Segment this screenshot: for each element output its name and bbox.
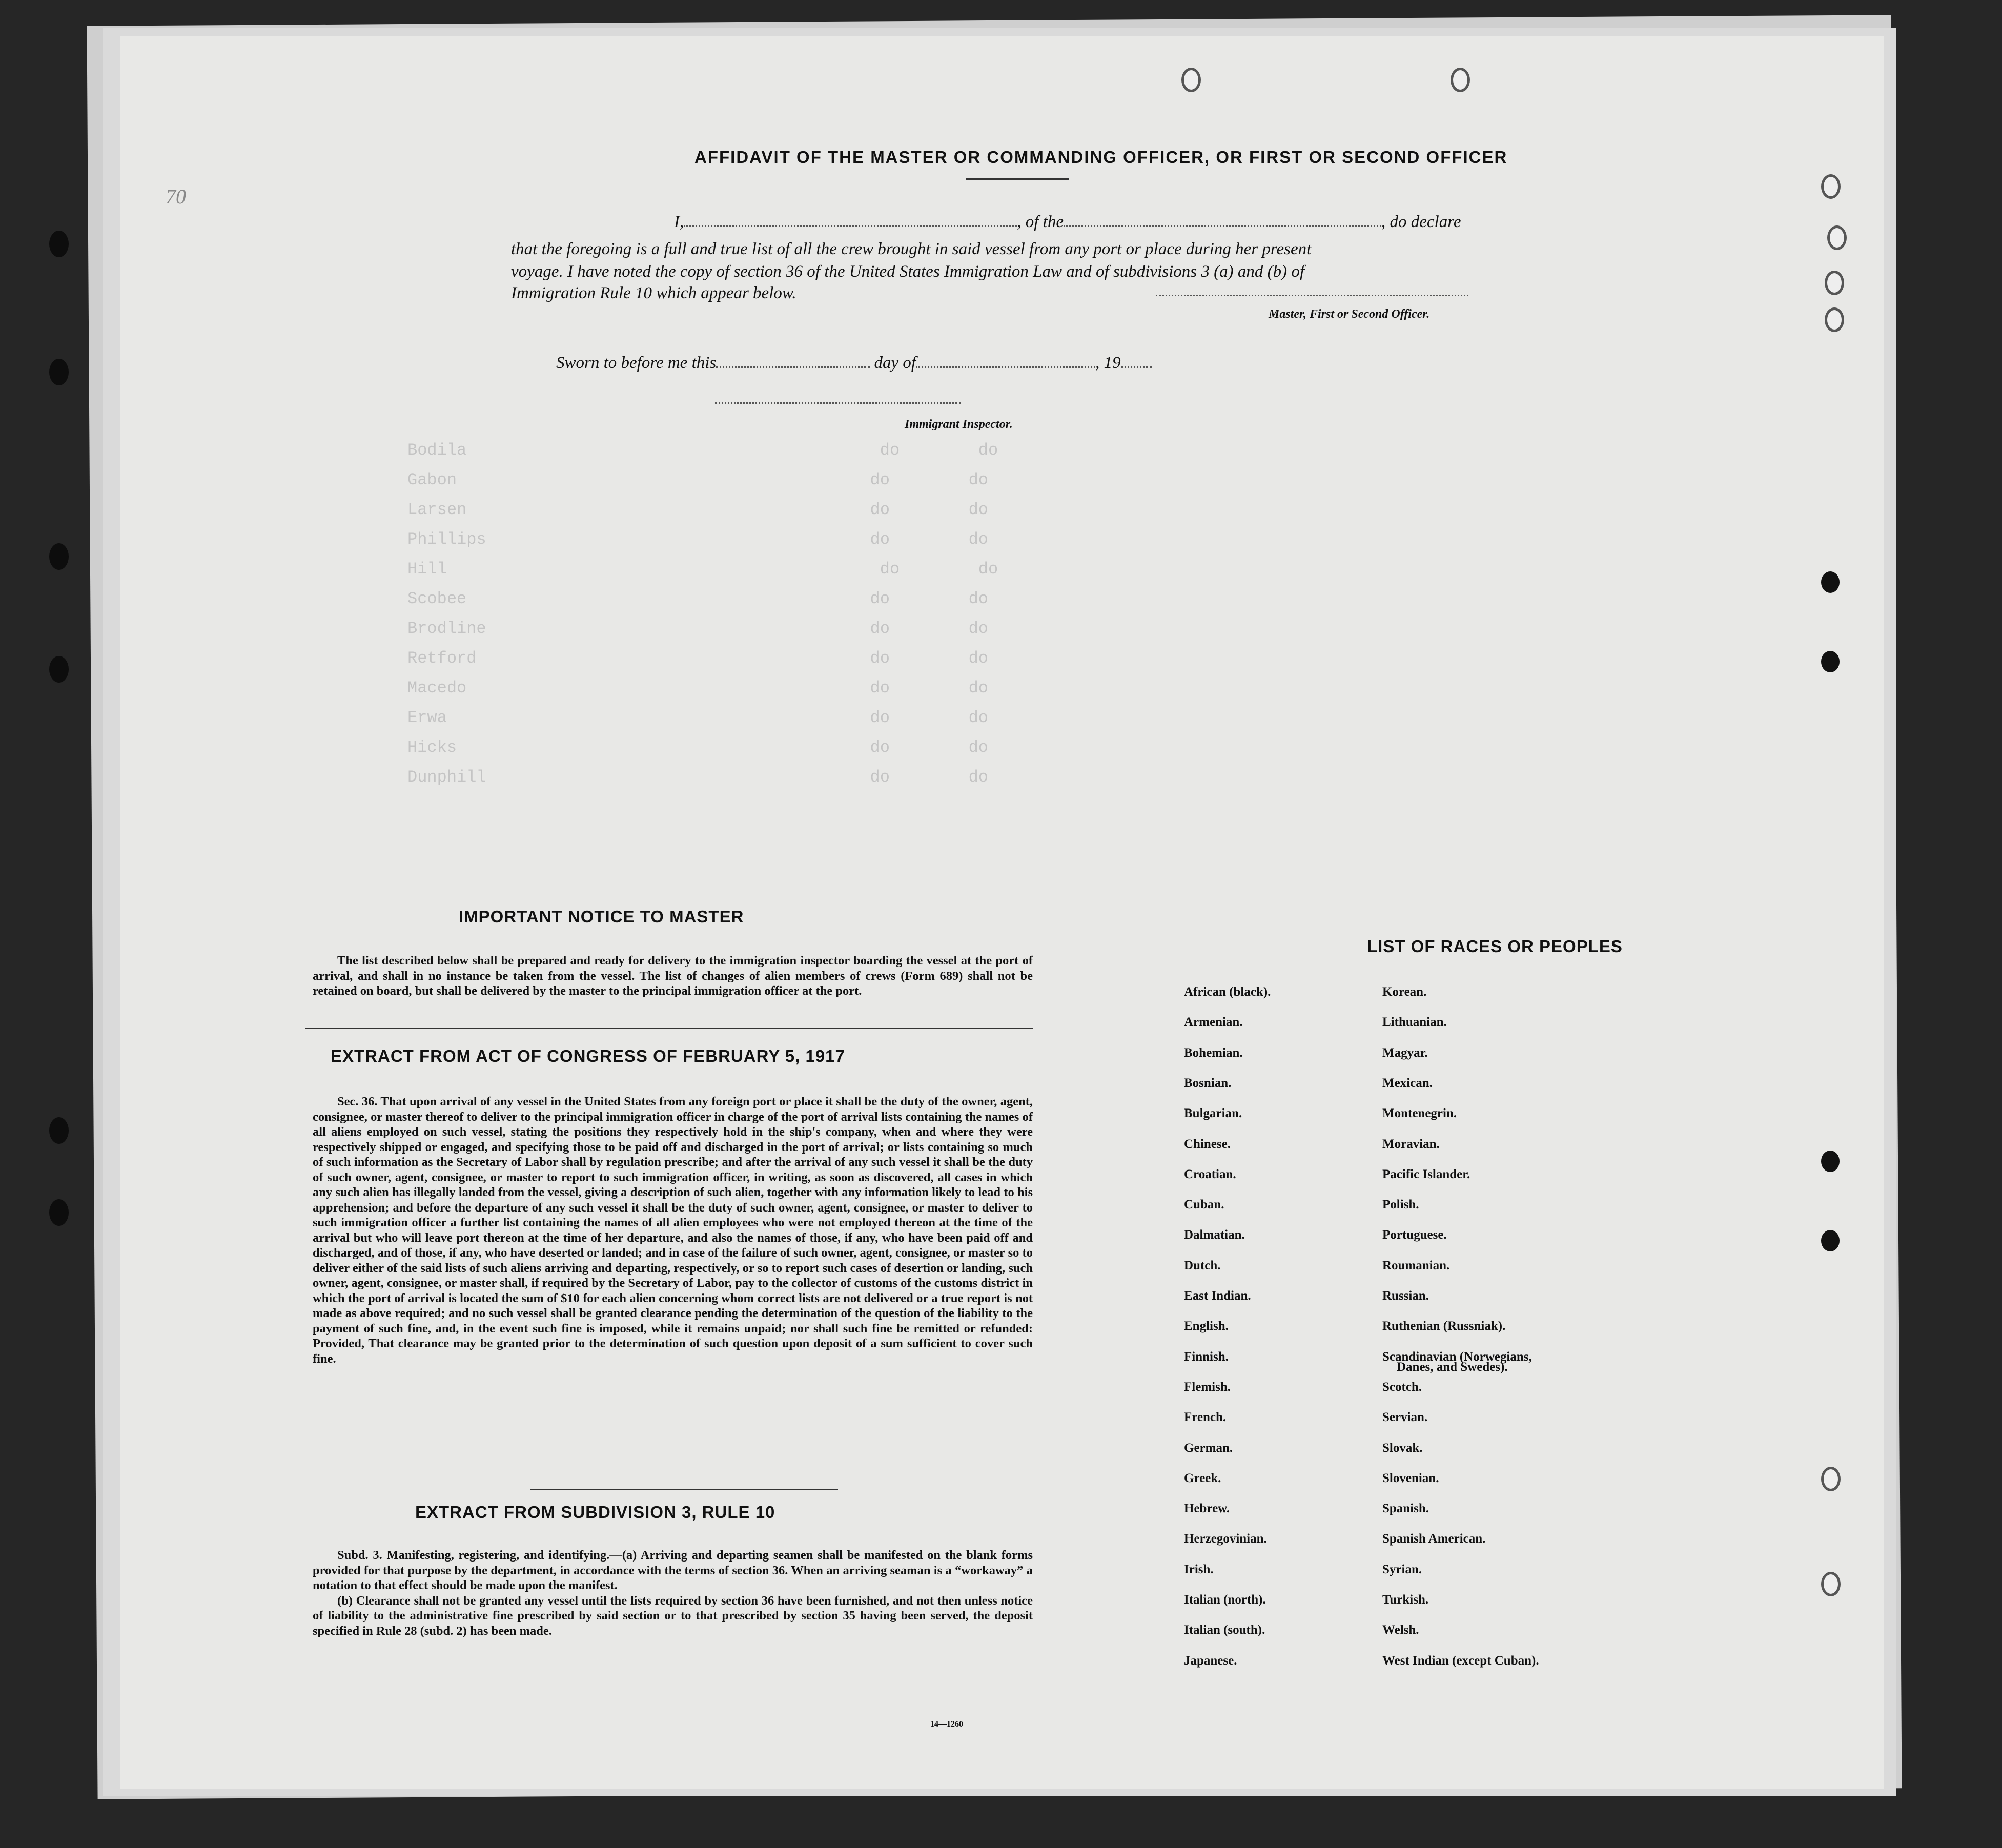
race-item: Welsh. <box>1382 1623 1419 1637</box>
race-item: Russian. <box>1382 1289 1429 1303</box>
race-item: Irish. <box>1184 1562 1214 1576</box>
race-item: Moravian. <box>1382 1137 1440 1151</box>
subdivision-b-paragraph: (b) Clearance shall not be granted any vessel until the lists required by section 36 have been furnished, and not then unless notice of liability to the administrative fine prescribed by said section or to that prescribed by section 35 having been served, the deposit specified in Rule 28 (subd. 2) has been made. <box>313 1593 1033 1638</box>
affidavit-line-3: voyage. I have noted the copy of section 36 of the United States Immigration Law and of subdivisions 3 (a) and (b) of <box>511 262 1305 281</box>
notice-title: IMPORTANT NOTICE TO MASTER <box>459 907 744 926</box>
inspector-signature-line[interactable] <box>715 389 961 408</box>
race-item: Danes, and Swedes). <box>1397 1360 1508 1374</box>
punch-hole-icon <box>1825 271 1844 295</box>
sworn-prefix-label: Sworn to before me this <box>556 354 717 372</box>
punch-hole-icon <box>1181 68 1201 92</box>
punch-hole-icon <box>1451 68 1470 92</box>
race-item: Spanish. <box>1382 1502 1429 1516</box>
sworn-year-label: , 19 <box>1095 354 1121 372</box>
title-underline <box>966 178 1069 180</box>
affidavit-line-1 <box>556 213 1461 232</box>
race-item: Lithuanian. <box>1382 1015 1447 1030</box>
divider <box>305 1028 1033 1029</box>
binding-hole-icon <box>49 359 69 385</box>
inspector-label: Immigrant Inspector. <box>905 418 1013 431</box>
race-item: East Indian. <box>1184 1289 1251 1303</box>
race-item: Mexican. <box>1382 1076 1433 1090</box>
race-item: Greek. <box>1184 1471 1221 1485</box>
race-item: Croatian. <box>1184 1167 1236 1181</box>
race-item: Cuban. <box>1184 1198 1224 1212</box>
race-item: Slovak. <box>1382 1441 1423 1455</box>
bleed-through-text: Bodila do do Gabon do do Larsen do do Phillips do do Hill do do Scobee do do Brodline do do Retford do do Macedo do do Erwa do do Hicks do do Dunphill do do <box>407 441 998 787</box>
race-item: Japanese. <box>1184 1653 1237 1668</box>
race-item: Italian (north). <box>1184 1593 1266 1607</box>
punch-hole-icon <box>1825 307 1844 332</box>
act-extract-text <box>313 1094 1033 1366</box>
race-item: French. <box>1184 1410 1227 1425</box>
sworn-line <box>556 354 1152 373</box>
race-item: West Indian (except Cuban). <box>1382 1653 1539 1668</box>
race-item: Roumanian. <box>1382 1258 1450 1272</box>
margin-note: 70 <box>166 185 186 208</box>
race-item: Slovenian. <box>1382 1471 1439 1485</box>
binding-hole-icon <box>49 656 69 683</box>
sworn-month-field[interactable] <box>916 366 1095 368</box>
race-item: Finnish. <box>1184 1349 1229 1364</box>
race-item: Flemish. <box>1184 1380 1231 1394</box>
race-item: Korean. <box>1382 985 1427 999</box>
race-item: Bosnian. <box>1184 1076 1232 1090</box>
divider <box>530 1489 838 1490</box>
declarant-i-label: I, <box>674 213 684 231</box>
race-item: Bulgarian. <box>1184 1106 1242 1121</box>
day-of-label: day of <box>874 354 916 372</box>
binding-hole-icon <box>49 543 69 570</box>
race-item: Scandinavian (Norwegians, <box>1382 1349 1532 1364</box>
race-item: Armenian. <box>1184 1015 1243 1030</box>
race-item: Herzegovinian. <box>1184 1532 1267 1546</box>
race-item: Servian. <box>1382 1410 1428 1425</box>
races-title: LIST OF RACES OR PEOPLES <box>1367 937 1623 956</box>
notice-text <box>313 953 1033 999</box>
do-declare-label: , do declare <box>1381 213 1461 231</box>
master-signature-label: Master, First or Second Officer. <box>1269 307 1430 321</box>
affidavit-line-4: Immigration Rule 10 which appear below. <box>511 284 796 302</box>
binding-hole-icon <box>49 1117 69 1144</box>
punch-hole-icon <box>1821 174 1841 199</box>
race-item: Pacific Islander. <box>1382 1167 1470 1181</box>
race-item: German. <box>1184 1441 1233 1455</box>
race-item: Chinese. <box>1184 1137 1231 1151</box>
affidavit-title: AFFIDAVIT OF THE MASTER OR COMMANDING OFFICER, OR FIRST OR SECOND OFFICER <box>694 148 1508 167</box>
punch-hole-icon <box>1821 1151 1840 1172</box>
race-item: African (black). <box>1184 985 1271 999</box>
race-item: Syrian. <box>1382 1562 1422 1576</box>
form-number: 14—1260 <box>930 1720 963 1729</box>
race-item: Polish. <box>1382 1198 1419 1212</box>
manifest-page <box>120 36 1884 1789</box>
race-item: Spanish American. <box>1382 1532 1486 1546</box>
race-item: Bohemian. <box>1184 1045 1243 1060</box>
race-item: Turkish. <box>1382 1593 1429 1607</box>
subdivision-a-paragraph: Subd. 3. Manifesting, registering, and identifying.—(a) Arriving and departing seamen shall be manifested on the blank forms provided for that purpose by the department, in accordance with the terms of section 36. When an arriving seaman is a “workaway” a notation to that effect should be made upon the manifest. <box>313 1548 1033 1592</box>
race-item: Montenegrin. <box>1382 1106 1457 1121</box>
master-signature-line[interactable] <box>1156 282 1468 301</box>
vessel-name-field[interactable] <box>1064 225 1381 227</box>
race-item: Magyar. <box>1382 1045 1428 1060</box>
race-item: Italian (south). <box>1184 1623 1265 1637</box>
race-item: English. <box>1184 1319 1229 1333</box>
race-item: Ruthenian (Russniak). <box>1382 1319 1506 1333</box>
race-item: Scotch. <box>1382 1380 1422 1394</box>
sworn-day-field[interactable] <box>716 366 870 368</box>
rule-extract-text <box>313 1548 1033 1638</box>
punch-hole-icon <box>1821 1572 1841 1596</box>
declarant-name-field[interactable] <box>684 225 1017 227</box>
notice-paragraph: The list described below shall be prepared and ready for delivery to the immigration inspector boarding the vessel at the port of arrival, and shall in no instance be taken from the vessel. The list of changes of alien members of crews (Form 689) shall not be retained on board, but shall be delivered by the master to the principal immigration officer at the port. <box>313 954 1033 998</box>
punch-hole-icon <box>1821 1230 1840 1251</box>
race-item: Portuguese. <box>1382 1228 1447 1242</box>
binding-hole-icon <box>49 231 69 257</box>
rule-extract-title: EXTRACT FROM SUBDIVISION 3, RULE 10 <box>415 1503 775 1522</box>
punch-hole-icon <box>1827 225 1847 250</box>
race-item: Dutch. <box>1184 1258 1221 1272</box>
race-item: Dalmatian. <box>1184 1228 1245 1242</box>
act-extract-title: EXTRACT FROM ACT OF CONGRESS OF FEBRUARY 5, 1917 <box>331 1046 845 1065</box>
punch-hole-icon <box>1821 1467 1841 1491</box>
binding-hole-icon <box>49 1199 69 1226</box>
section-36-paragraph: Sec. 36. That upon arrival of any vessel in the United States from any foreign port or place it shall be the duty of the owner, agent, consignee, or master thereof to deliver to the principal immigration officer in charge of the port of arrival lists containing the names of all aliens employed on such vessel, stating the positions they respectively hold in the ship's company, when and where they were respectively shipped or engaged, and specifying those to be paid off and discharged in the port of arrival; or lists containing so much of such information as the Secretary of Labor shall by regulation prescribe; and after the arrival of any such vessel it shall be the duty of such owner, agent, consignee, or master to report to such immigration officer, in writing, as soon as discovered, all cases in which any such alien has illegally landed from the vessel, giving a description of such alien, together with any information likely to lead to his apprehension; and before the departure of any such vessel it shall be the duty of such owner, agent, consignee, or master to deliver to such immigration officer a further list containing the names of all alien employees who were not employed thereon at the time of the arrival but who will leave port thereon at the time of her departure, and also the names of those, if any, who have been paid off and discharged, and of those, if any, who have deserted or landed; and in case of the failure of such owner, agent, consignee, or master so to deliver either of the said lists of such aliens arriving and departing, respectively, or so to report such cases of desertion or landing, such owner, agent, consignee, or master shall, if required by the Secretary of Labor, pay to the collector of customs of the customs district in which the port of arrival is located the sum of $10 for each alien concerning whom correct lists are not delivered or a true report is not made as above required; and no such vessel shall be granted clearance pending the determination of the question of the liability to the payment of such fine, and, in the event such fine is imposed, while it remains unpaid; nor shall such fine be remitted or refunded: Provided, That clearance may be granted prior to the determination of such question upon deposit of a sum sufficient to cover such fine. <box>313 1095 1033 1366</box>
of-the-label: , of the <box>1017 213 1064 231</box>
race-item: Hebrew. <box>1184 1502 1230 1516</box>
affidavit-line-2: that the foregoing is a full and true list of all the crew brought in said vessel from any port or place during her present <box>511 240 1312 258</box>
sworn-year-field[interactable] <box>1121 366 1152 368</box>
